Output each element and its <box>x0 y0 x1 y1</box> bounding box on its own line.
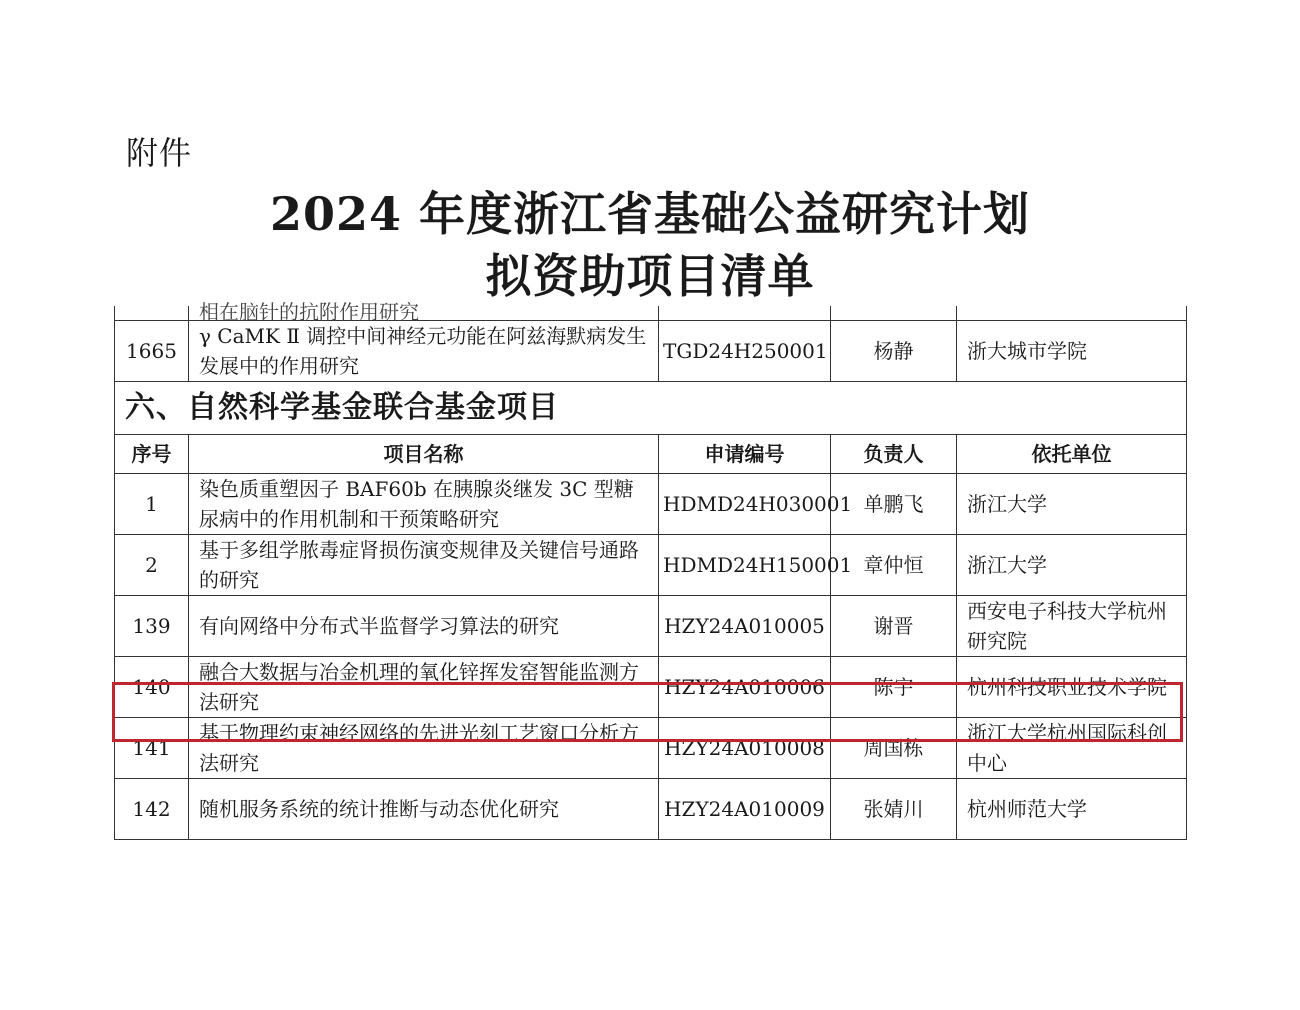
cell-leader: 陈宇 <box>831 657 957 718</box>
header-code: 申请编号 <box>659 435 831 474</box>
cell-leader: 张婧川 <box>831 779 957 840</box>
cell-unit: 西安电子科技大学杭州研究院 <box>957 596 1187 657</box>
table-row <box>115 718 1187 779</box>
header-seq: 序号 <box>115 435 189 474</box>
cell-code: TGD24H250001 <box>659 321 831 382</box>
cell-seq: 139 <box>115 596 189 657</box>
cut-off-text: 相在脑针的抗附作用研究 <box>199 300 419 324</box>
table-row <box>115 596 1187 657</box>
cell-project-name: 随机服务系统的统计推断与动态优化研究 <box>189 779 659 840</box>
header-row <box>115 435 1187 474</box>
cell-leader: 周国栋 <box>831 718 957 779</box>
cell-project-name: 染色质重塑因子 BAF60b 在胰腺炎继发 3C 型糖尿病中的作用机制和干预策略研究 <box>189 474 659 535</box>
table-row <box>115 779 1187 840</box>
header-leader: 负责人 <box>831 435 957 474</box>
cell-project-name: 融合大数据与冶金机理的氧化锌挥发窑智能监测方法研究 <box>189 657 659 718</box>
cell-seq: 1 <box>115 474 189 535</box>
table-row <box>115 474 1187 535</box>
cell-unit: 浙江大学 <box>957 535 1187 596</box>
table-row <box>115 321 1187 382</box>
cell-unit: 浙江大学杭州国际科创中心 <box>957 718 1187 779</box>
cell-code: HZY24A010006 <box>659 657 831 718</box>
cell-unit: 浙江大学 <box>957 474 1187 535</box>
cell-code: HDMD24H030001 <box>659 474 831 535</box>
table-row <box>115 535 1187 596</box>
cell-code: HZY24A010008 <box>659 718 831 779</box>
cell-seq: 2 <box>115 535 189 596</box>
cell-leader: 谢晋 <box>831 596 957 657</box>
header-name: 项目名称 <box>189 435 659 474</box>
cell-project-name: 基于物理约束神经网络的先进光刻工艺窗口分析方法研究 <box>189 718 659 779</box>
cell-project-name: 有向网络中分布式半监督学习算法的研究 <box>189 596 659 657</box>
document-title-line2: 拟资助项目清单 <box>485 249 815 303</box>
project-table <box>114 300 1187 840</box>
cell-seq: 141 <box>115 718 189 779</box>
document-title-line1: 2024 年度浙江省基础公益研究计划 <box>269 187 1031 241</box>
section-row <box>115 382 1187 435</box>
cell-leader: 章仲恒 <box>831 535 957 596</box>
cell-seq: 142 <box>115 779 189 840</box>
header-unit: 依托单位 <box>957 435 1187 474</box>
cell-code: HZY24A010005 <box>659 596 831 657</box>
cell-seq: 1665 <box>115 321 189 382</box>
cell-unit: 杭州科技职业技术学院 <box>957 657 1187 718</box>
cell-leader: 杨静 <box>831 321 957 382</box>
cut-off-row <box>115 306 1187 321</box>
attachment-label: 附件 <box>126 134 193 172</box>
section-title: 六、自然科学基金联合基金项目 <box>115 382 1187 435</box>
table-row-highlighted <box>115 657 1187 718</box>
cell-seq: 140 <box>115 657 189 718</box>
cell-code: HZY24A010009 <box>659 779 831 840</box>
cell-leader: 单鹏飞 <box>831 474 957 535</box>
cell-unit: 浙大城市学院 <box>957 321 1187 382</box>
cell-unit: 杭州师范大学 <box>957 779 1187 840</box>
project-table-container <box>114 300 1186 840</box>
cell-project-name: γ CaMK Ⅱ 调控中间神经元功能在阿兹海默病发生发展中的作用研究 <box>189 321 659 382</box>
cell-project-name: 基于多组学脓毒症肾损伤演变规律及关键信号通路的研究 <box>189 535 659 596</box>
cell-code: HDMD24H150001 <box>659 535 831 596</box>
